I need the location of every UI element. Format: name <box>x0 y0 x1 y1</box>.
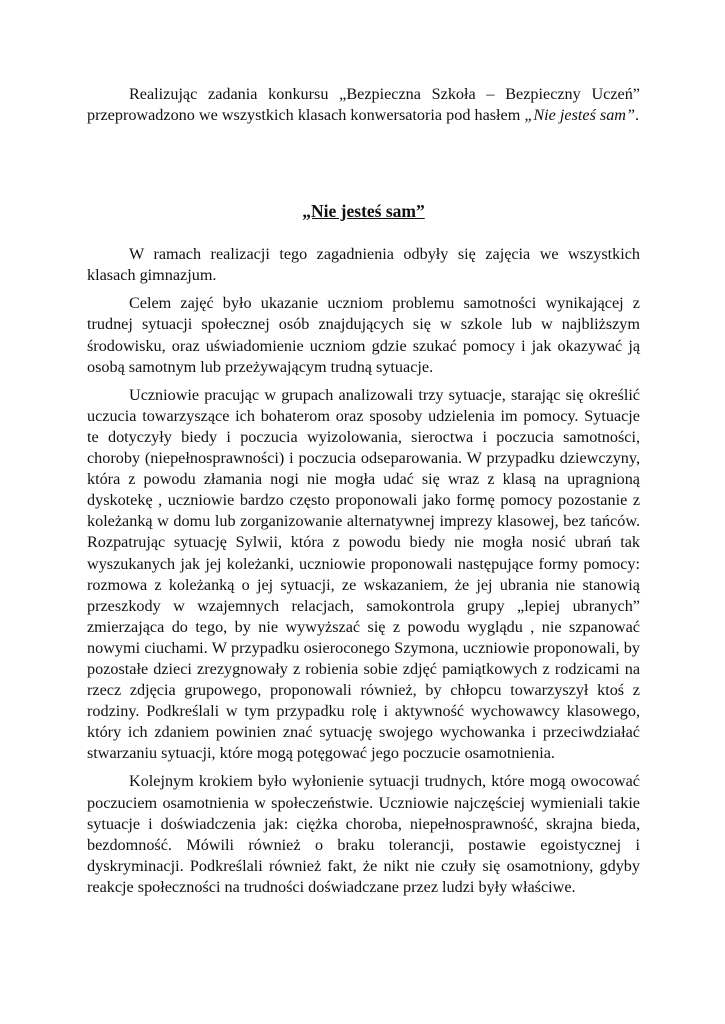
paragraph-1: W ramach realizacji tego zagadnienia odbyły się zajęcia we wszystkich klasach gimnazjum. <box>87 245 640 285</box>
intro-paragraph <box>87 84 640 126</box>
paragraph-3: Uczniowie pracując w grupach analizowali trzy sytuacje, starając się określić uczucia towarzyszące ich bohaterom oraz sposoby udzielenia im pomocy. Sytuacje te dotyczyły biedy i poczucia wyizolowania, sieroctwa i poczucia samotności, choroby (niepełnosprawności) i poczucia odseparowania. W przypadku dziewczyny, która z powodu złamania nogi nie mogła udać się wraz z klasą na upragnioną dyskotekę , uczniowie bardzo często proponowali jako formę pomocy pozostanie z koleżanką w domu lub zorganizowanie alternatywnej imprezy klasowej, bez tańców. Rozpatrując sytuację Sylwii, która z powodu biedy nie mogła nosić ubrań tak wyszukanych jak jej koleżanki, uczniowie proponowali następujące formy pomocy: rozmowa z koleżanką o jej sytuacji, ze wskazaniem, że jej ubrania nie stanowią przeszkody w wzajemnych relacjach, samokontrola grupy „lepiej ubranych” zmierzająca do tego, by nie wywyższać się z powodu wyglądu , nie szpanować nowymi ciuchami. W przypadku osieroconego Szymona, uczniowie proponowali, by pozostałe dzieci zrezygnowały z robienia sobie zdjęć pamiątkowych z rodzicami na rzecz zdjęcia grupowego, proponowali również, by chłopcu towarzyszył ktoś z rodziny. Podkreślali w tym przypadku rolę i aktywność wychowawcy klasowego, który ich zdaniem powinien znać sytuację swojego wychowanka i przeciwdziałać stwarzaniu sytuacji, które mogą potęgować jego poczucie osamotnienia. <box>87 385 640 763</box>
paragraph-2: Celem zajęć było ukazanie uczniom problemu samotności wynikającej z trudnej sytuacji społecznej osób znajdujących się w szkole lub w najbliższym środowisku, oraz uświadomienie uczniom gdzie szukać pomocy i jak okazywać ją osobą samotnym lub przeżywającym trudną sytuacje. <box>87 294 640 376</box>
section-heading: „Nie jesteś sam” <box>302 201 425 222</box>
document-page <box>87 84 640 905</box>
paragraph-4: Kolejnym krokiem było wyłonienie sytuacji trudnych, które mogą owocować poczuciem osamotnienia w społeczeństwie. Uczniowie najczęściej wymieniali takie sytuacje i doświadczenia jak: ciężka choroba, niepełnosprawność, skrajna bieda, bezdomność. Mówili również o braku tolerancji, postawie egoistycznej i dyskryminacji. Podkreślali również fakt, że nikt nie czuły się osamotniony, gdyby reakcje społeczności na trudności doświadczane przez ludzi były właściwe. <box>87 772 640 896</box>
intro-text: Realizując zadania konkursu „Bezpieczna Szkoła – Bezpieczny Uczeń” przeprowadzono we wszystkich klasach konwersatoria pod hasłem <box>87 85 640 125</box>
intro-slogan: „Nie jesteś sam” <box>524 106 636 125</box>
intro-end: . <box>635 106 640 125</box>
